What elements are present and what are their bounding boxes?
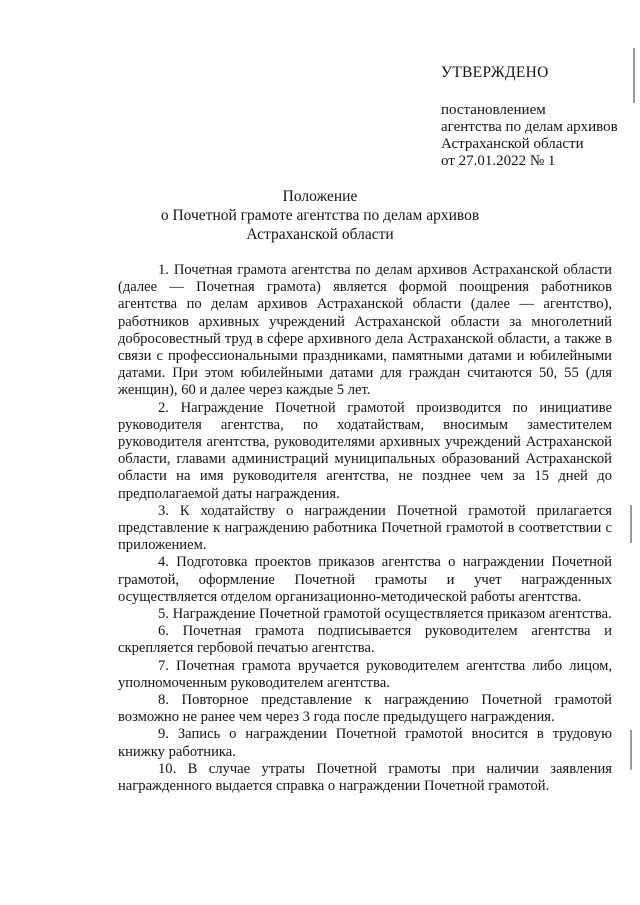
title-line: о Почетной грамоте агентства по делам архивов (160, 207, 480, 224)
approval-line: агентства по делам архивов (441, 119, 618, 135)
approval-heading: УТВЕРЖДЕНО (441, 64, 549, 81)
scan-edge-mark (633, 48, 635, 103)
scan-edge-mark (630, 505, 632, 543)
scan-edge-mark (630, 730, 632, 770)
approval-line: Астраханской области (441, 136, 584, 152)
title-line: Положение (282, 188, 358, 205)
paragraph-7: 7. Почетная грамота вручается руководителем агентства либо лицом, уполномоченным руководителем агентства. (118, 657, 612, 691)
paragraph-8: 8. Повторное представление к награждению Почетной грамотой возможно не ранее чем через 3 года после предыдущего награждения. (118, 692, 612, 726)
document-body (118, 262, 612, 795)
paragraph-4: 4. Подготовка проектов приказов агентства о награждении Почетной грамотой, оформление Почетной грамоты и учет награжденных осуществляется отделом организационно-методической работы агентства. (118, 554, 612, 605)
approval-stamp-block (441, 64, 631, 170)
paragraph-9: 9. Запись о награждении Почетной грамотой вносится в трудовую книжку работника. (118, 726, 612, 760)
paragraph-1: 1. Почетная грамота агентства по делам архивов Астраханской области (далее — Почетная грамота) является формой поощрения работников агентства по делам архивов Астраханской области (далее — агентство), работников архивных учреждений Астраханской области за многолетний добросовестный труд в сфере архивного дела Астраханской области, а также в связи с профессиональными праздниками, памятными датами и юбилейными датами. При этом юбилейными датами для граждан считаются 50, 55 (для женщин), 60 и далее через каждые 5 лет. (118, 262, 612, 399)
approval-line: от 27.01.2022 № 1 (441, 153, 556, 169)
paragraph-3: 3. К ходатайству о награждении Почетной грамотой прилагается представление к награждению работника Почетной грамотой в соответствии с приложением. (118, 502, 612, 554)
approval-line: постановлением (441, 102, 546, 118)
paragraph-5: 5. Награждение Почетной грамотой осуществляется приказом агентства. (158, 606, 612, 623)
paragraph-6: 6. Почетная грамота подписывается руководителем агентства и скрепляется гербовой печатью агентства. (118, 623, 612, 657)
title-line: Астраханской области (246, 226, 394, 243)
paragraph-2: 2. Награждение Почетной грамотой производится по инициативе руководителя агентства, по ходатайствам, вносимым заместителем руководителя агентства, руководителями архивных учреждений Астраханской области, главами администраций муниципальных образований Астраханской области на имя руководителя агентства, не позднее чем за 15 дней до предполагаемой даты награждения. (118, 399, 612, 502)
document-title (0, 187, 640, 244)
paragraph-10: 10. В случае утраты Почетной грамоты при наличии заявления награжденного выдается справка о награждении Почетной грамотой. (118, 760, 612, 795)
